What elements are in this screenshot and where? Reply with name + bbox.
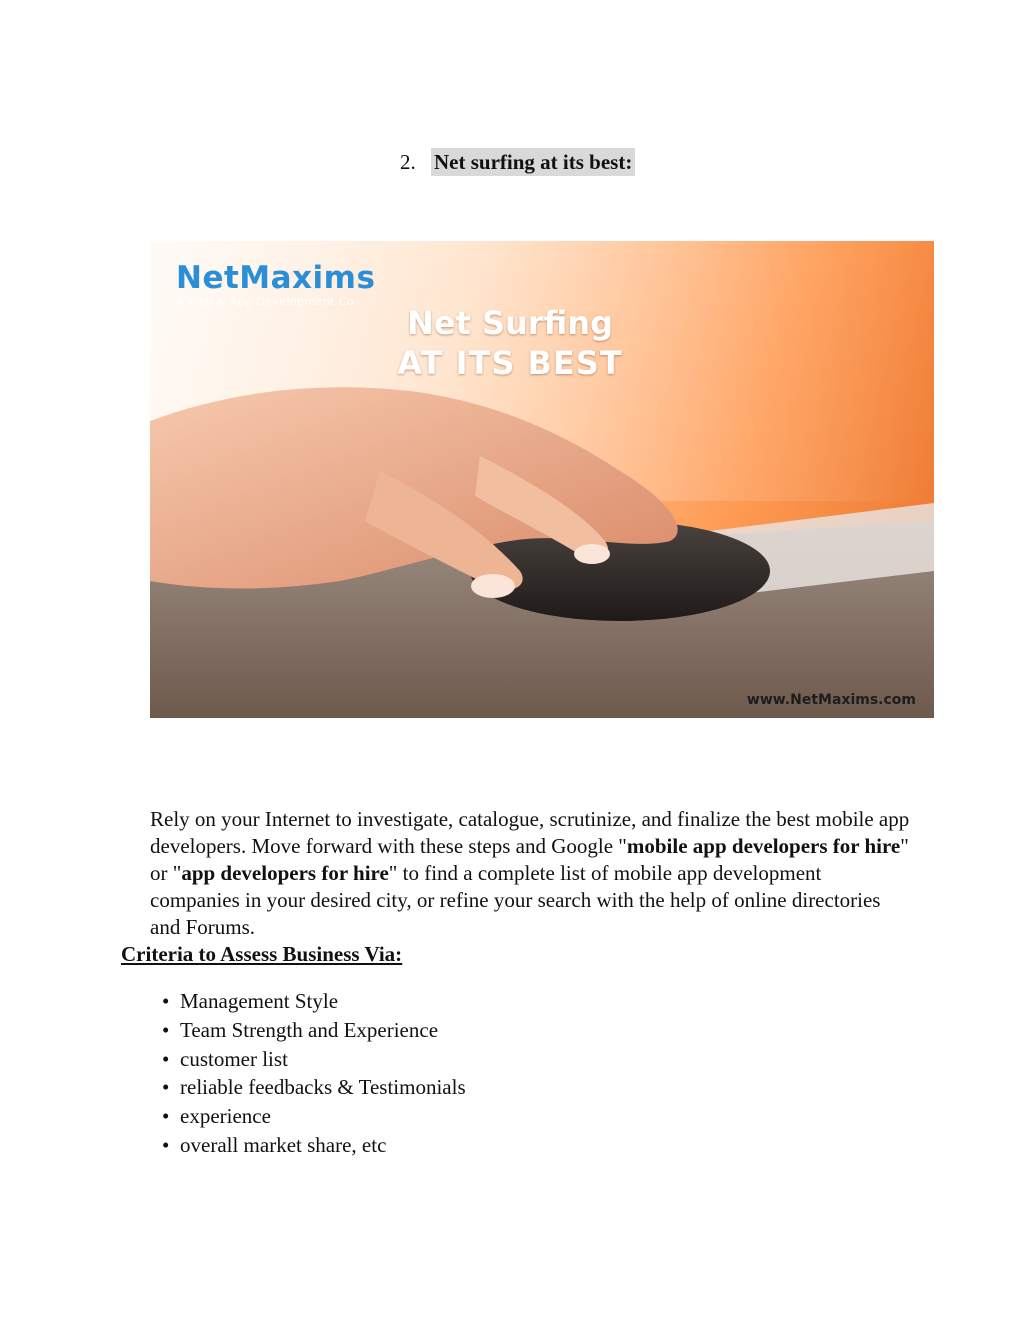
list-item [162,987,466,1016]
list-item-text: reliable feedbacks & Testimonials [180,1075,466,1100]
section-number: 2. [400,150,416,174]
logo-tagline: A Web & App Development Co. [176,295,358,308]
list-item [162,1045,466,1074]
banner-headline-line1: Net Surfing [407,304,613,342]
banner-url: www.NetMaxims.com [746,692,916,708]
banner-headline [300,303,720,383]
netmaxims-logo [176,261,375,309]
list-item-text: overall market share, etc [180,1132,387,1157]
bullet-icon: • [162,1075,170,1100]
section-title-highlighted: Net surfing at its best: [431,148,635,176]
bullet-icon: • [162,1046,170,1071]
paragraph-text: " to find a complete list of mobile app development companies in your desired city, or refine your search with the help of online directories and Forums. [150,861,881,939]
promo-banner-image [150,241,934,718]
list-item [162,1102,466,1131]
criteria-heading: Criteria to Assess Business Via: [121,942,403,966]
list-item-text: customer list [180,1046,288,1071]
banner-headline-line2: AT ITS BEST [397,344,623,382]
list-item-text: experience [180,1104,271,1129]
list-item-text: Management Style [180,989,339,1013]
paragraph-bold-keyword: mobile app developers for hire [626,834,901,858]
bullet-icon: • [162,989,170,1013]
fingernail-shape [471,574,515,598]
list-item-text: Team Strength and Experience [180,1017,439,1042]
fingernail-shape [574,544,610,564]
bullet-icon: • [162,1132,170,1157]
logo-name: NetMaxims [176,260,376,296]
bullet-icon: • [162,1017,170,1042]
paragraph-text: " or " [150,834,909,885]
body-paragraph [150,806,910,941]
paragraph-bold-keyword: app developers for hire [181,861,389,885]
list-item [162,1016,466,1045]
section-heading [400,146,635,178]
criteria-list [162,987,466,1160]
bullet-icon: • [162,1104,170,1129]
list-item [162,1131,466,1160]
paragraph-text: Rely on your Internet to investigate, catalogue, scrutinize, and finalize the best mobile app developers. Move forward with these steps and Google " [150,807,910,858]
list-item [162,1073,466,1102]
